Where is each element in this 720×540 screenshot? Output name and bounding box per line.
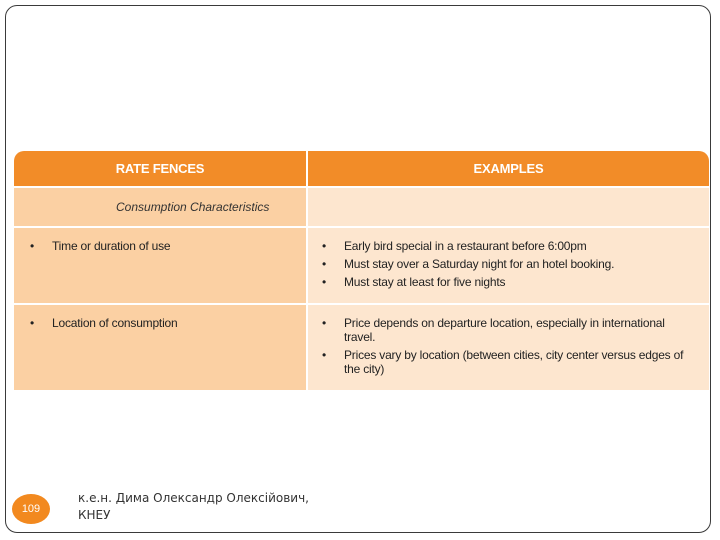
fence-cell-location xyxy=(14,305,306,390)
example-item: • Must stay at least for five nights xyxy=(322,275,689,289)
examples-cell-location xyxy=(308,305,709,390)
example-item: • Price depends on departure location, especially in international travel. xyxy=(322,316,689,344)
header-rate-fences: RATE FENCES xyxy=(14,151,306,186)
page-number-badge: 109 xyxy=(12,494,50,524)
examples-cell-time xyxy=(308,228,709,303)
footer-author: к.е.н. Дима Олександр Олексійович, xyxy=(78,491,309,505)
fence-location: • Location of consumption xyxy=(30,316,296,330)
fence-cell-time xyxy=(14,228,306,303)
example-item: • Early bird special in a restaurant before 6:00pm xyxy=(322,239,689,253)
fence-time-duration: • Time or duration of use xyxy=(30,239,296,253)
header-examples: EXAMPLES xyxy=(308,151,709,186)
example-item: • Prices vary by location (between cities, city center versus edges of the city) xyxy=(322,348,689,376)
category-label: Consumption Characteristics xyxy=(116,200,270,214)
footer-author-block xyxy=(78,490,378,524)
footer-institution: КНЕУ xyxy=(78,508,111,522)
category-cell xyxy=(14,188,306,226)
category-examples-cell xyxy=(308,188,709,226)
example-item: • Must stay over a Saturday night for an hotel booking. xyxy=(322,257,689,271)
rate-fences-table xyxy=(14,151,709,390)
